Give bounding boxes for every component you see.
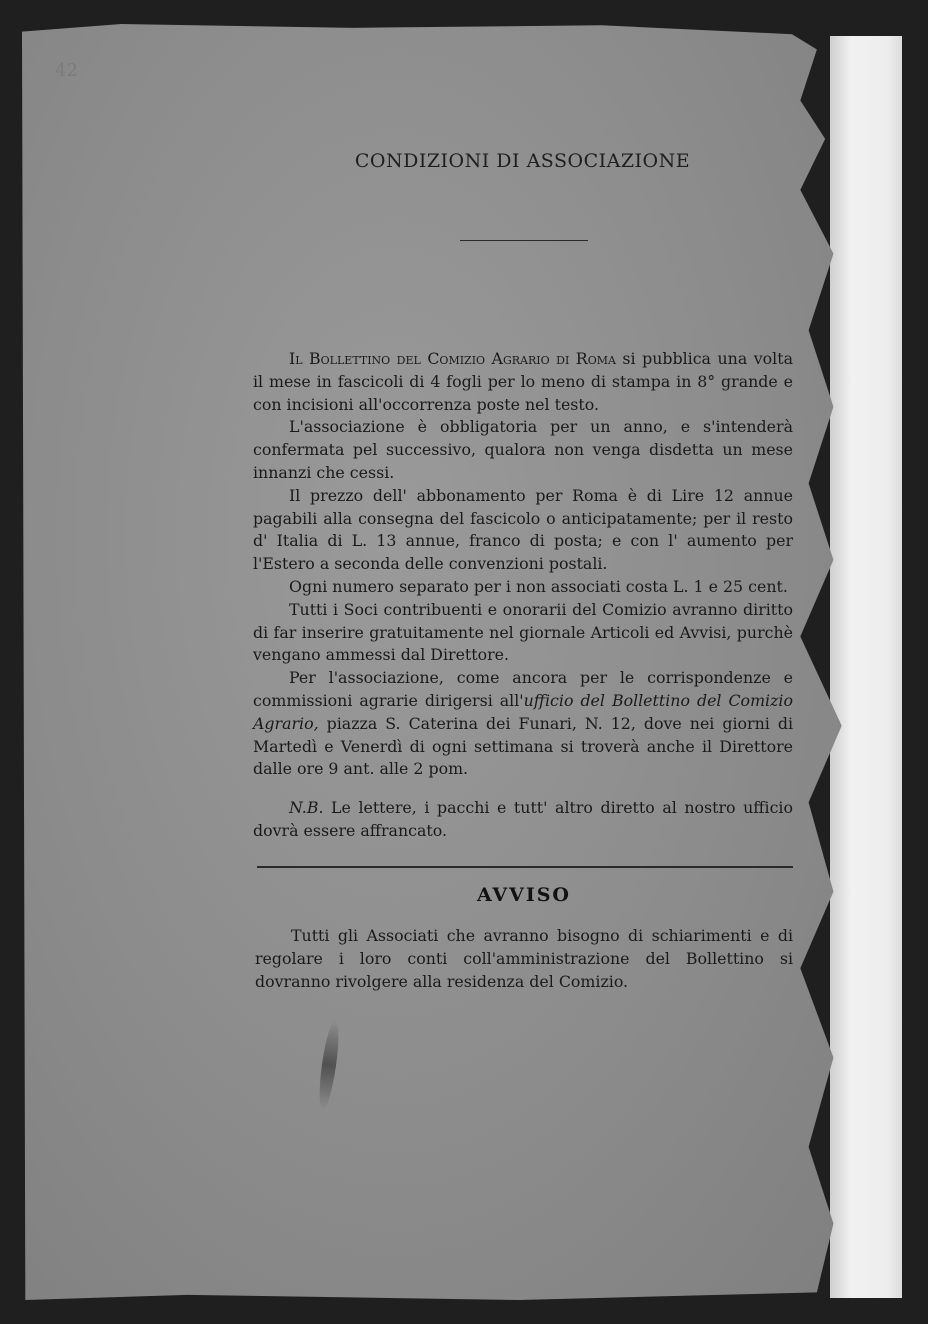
paragraph-single-issue: Ogni numero separato per i non associati costa L. 1 e 25 cent. xyxy=(289,576,788,596)
avviso-text: Tutti gli Associati che avranno bisogno di schiarimenti e di regolare i loro conti coll'amministrazione del Bollettino si dovranno rivolgere alla residenza del Comizio. xyxy=(255,926,793,991)
page-edge-strip xyxy=(830,36,902,1298)
paragraph-members: Tutti i Soci contribuenti e onorarii del Comizio avranno diritto di far inserire gratuitamente nel giornale Articoli ed Avvisi, purchè vengano ammessi dal Direttore. xyxy=(253,599,793,665)
nb-label: N.B. xyxy=(289,798,324,818)
paragraph-contact-text-a: Per l'associazione, come ancora per le corrispondenze e commissioni agrarie dirigersi all' xyxy=(253,668,793,710)
paragraph-price: Il prezzo dell' abbonamento per Roma è di Lire 12 annue pagabili alla consegna del fascicolo o anticipatamente; per il resto d' Italia di L. 13 annue, franco di posta; e con l' aumento per l'Estero a seconda delle convenzioni postali. xyxy=(253,485,793,574)
page-title: CONDIZIONI DI ASSOCIAZIONE xyxy=(354,150,691,172)
page-number: 42 xyxy=(55,60,78,81)
paragraph-publication xyxy=(253,348,793,416)
section-divider xyxy=(257,866,793,868)
avviso-heading: AVVISO xyxy=(476,884,571,906)
nota-bene xyxy=(253,797,793,843)
nb-text: Le lettere, i pacchi e tutt' altro diretto al nostro ufficio dovrà essere affrancato. xyxy=(253,798,793,840)
paragraph-publication-text: si pubblica una volta il mese in fascicoli di 4 fogli per lo meno di stampa in 8° grande e con incisioni all'occorrenza poste nel testo. xyxy=(253,349,793,414)
office-name: ufficio del Bollettino del Comizio Agrario, xyxy=(253,690,793,733)
paragraph-contact-text-b: piazza S. Caterina dei Funari, N. 12, dove nei giorni di Martedì e Venerdì di ogni settimana si troverà anche il Direttore dalle ore 9 ant. alle 2 pom. xyxy=(253,713,793,779)
conditions-body xyxy=(253,348,793,843)
paragraph-contact xyxy=(253,667,793,781)
paragraph-subscription: L'associazione è obbligatoria per un anno, e s'intenderà confermata pel successivo, qualora non venga disdetta un mese innanzi che cessi. xyxy=(253,417,793,482)
bollettino-name: Il Bollettino del Comizio Agrario di Roma xyxy=(289,349,616,368)
title-divider xyxy=(460,240,588,241)
